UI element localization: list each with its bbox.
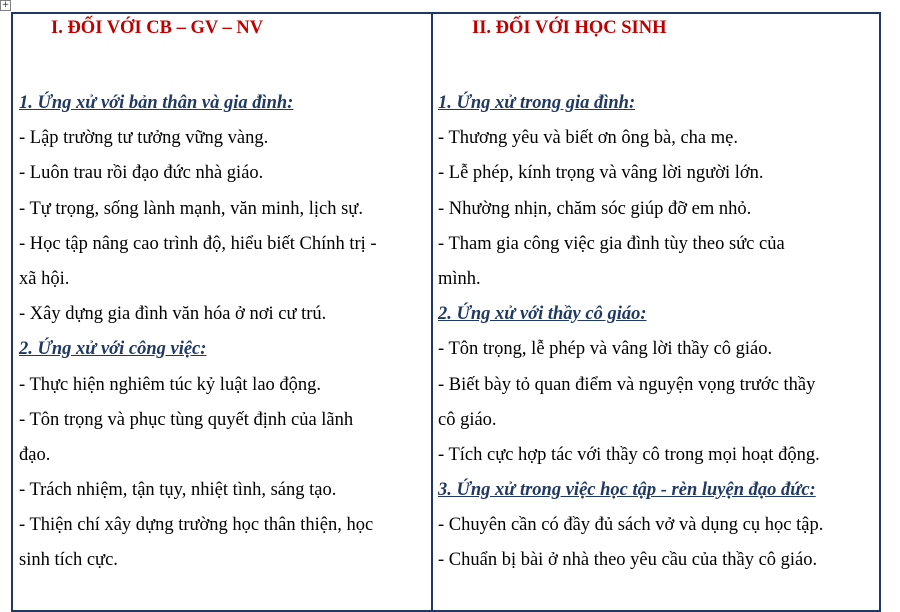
conduct-table bbox=[11, 12, 881, 612]
list-item: - Lập trường tư tưởng vững vàng. bbox=[19, 128, 269, 149]
staff-column bbox=[13, 14, 433, 610]
list-item: - Tôn trọng, lễ phép và vâng lời thầy cô giáo. bbox=[438, 339, 773, 360]
list-item: - Xây dựng gia đình văn hóa ở nơi cư trú. bbox=[19, 304, 327, 325]
list-item: - Tự trọng, sống lành mạnh, văn minh, lịch sự. bbox=[19, 198, 363, 219]
list-item: - Tôn trọng và phục tùng quyết định của lãnh bbox=[19, 409, 354, 430]
section-heading: 1. Ứng xử trong gia đình: bbox=[438, 93, 636, 113]
list-item: - Tích cực hợp tác với thầy cô trong mọi hoạt động. bbox=[438, 444, 820, 465]
student-column bbox=[433, 14, 879, 610]
list-item: đạo. bbox=[19, 444, 51, 465]
list-item: xã hội. bbox=[19, 268, 70, 289]
staff-heading: I. ĐỐI VỚI CB – GV – NV bbox=[51, 18, 264, 38]
student-lines bbox=[438, 86, 875, 579]
list-item: sinh tích cực. bbox=[19, 550, 118, 571]
list-item: cô giáo. bbox=[438, 409, 497, 430]
list-item: - Lễ phép, kính trọng và vâng lời người lớn. bbox=[438, 163, 764, 184]
list-item: - Biết bày tỏ quan điểm và nguyện vọng trước thầy bbox=[438, 374, 816, 395]
list-item: - Trách nhiệm, tận tụy, nhiệt tình, sáng tạo. bbox=[19, 480, 337, 501]
list-item: - Thương yêu và biết ơn ông bà, cha mẹ. bbox=[438, 128, 738, 149]
list-item: - Học tập nâng cao trình độ, hiểu biết Chính trị - bbox=[19, 233, 377, 254]
list-item: - Nhường nhịn, chăm sóc giúp đỡ em nhỏ. bbox=[438, 198, 752, 219]
list-item: mình. bbox=[438, 268, 481, 289]
staff-lines bbox=[19, 86, 427, 579]
section-heading: 2. Ứng xử với công việc: bbox=[19, 339, 207, 360]
section-heading: 2. Ứng xử với thầy cô giáo: bbox=[438, 304, 647, 325]
table-move-handle-icon[interactable]: + bbox=[1, 0, 10, 10]
list-item: - Thiện chí xây dựng trường học thân thiện, học bbox=[19, 515, 374, 536]
section-heading: 1. Ứng xử với bản thân và gia đình: bbox=[19, 93, 294, 113]
student-heading: II. ĐỐI VỚI HỌC SINH bbox=[472, 18, 667, 38]
section-heading: 3. Ứng xử trong việc học tập - rèn luyện đạo đức: bbox=[438, 480, 816, 501]
list-item: - Luôn trau rồi đạo đức nhà giáo. bbox=[19, 163, 264, 184]
list-item: - Chuẩn bị bài ở nhà theo yêu cầu của thầy cô giáo. bbox=[438, 550, 818, 571]
list-item: - Thực hiện nghiêm túc kỷ luật lao động. bbox=[19, 374, 322, 395]
list-item: - Chuyên cần có đầy đủ sách vở và dụng cụ học tập. bbox=[438, 515, 824, 536]
list-item: - Tham gia công việc gia đình tùy theo sức của bbox=[438, 233, 785, 254]
